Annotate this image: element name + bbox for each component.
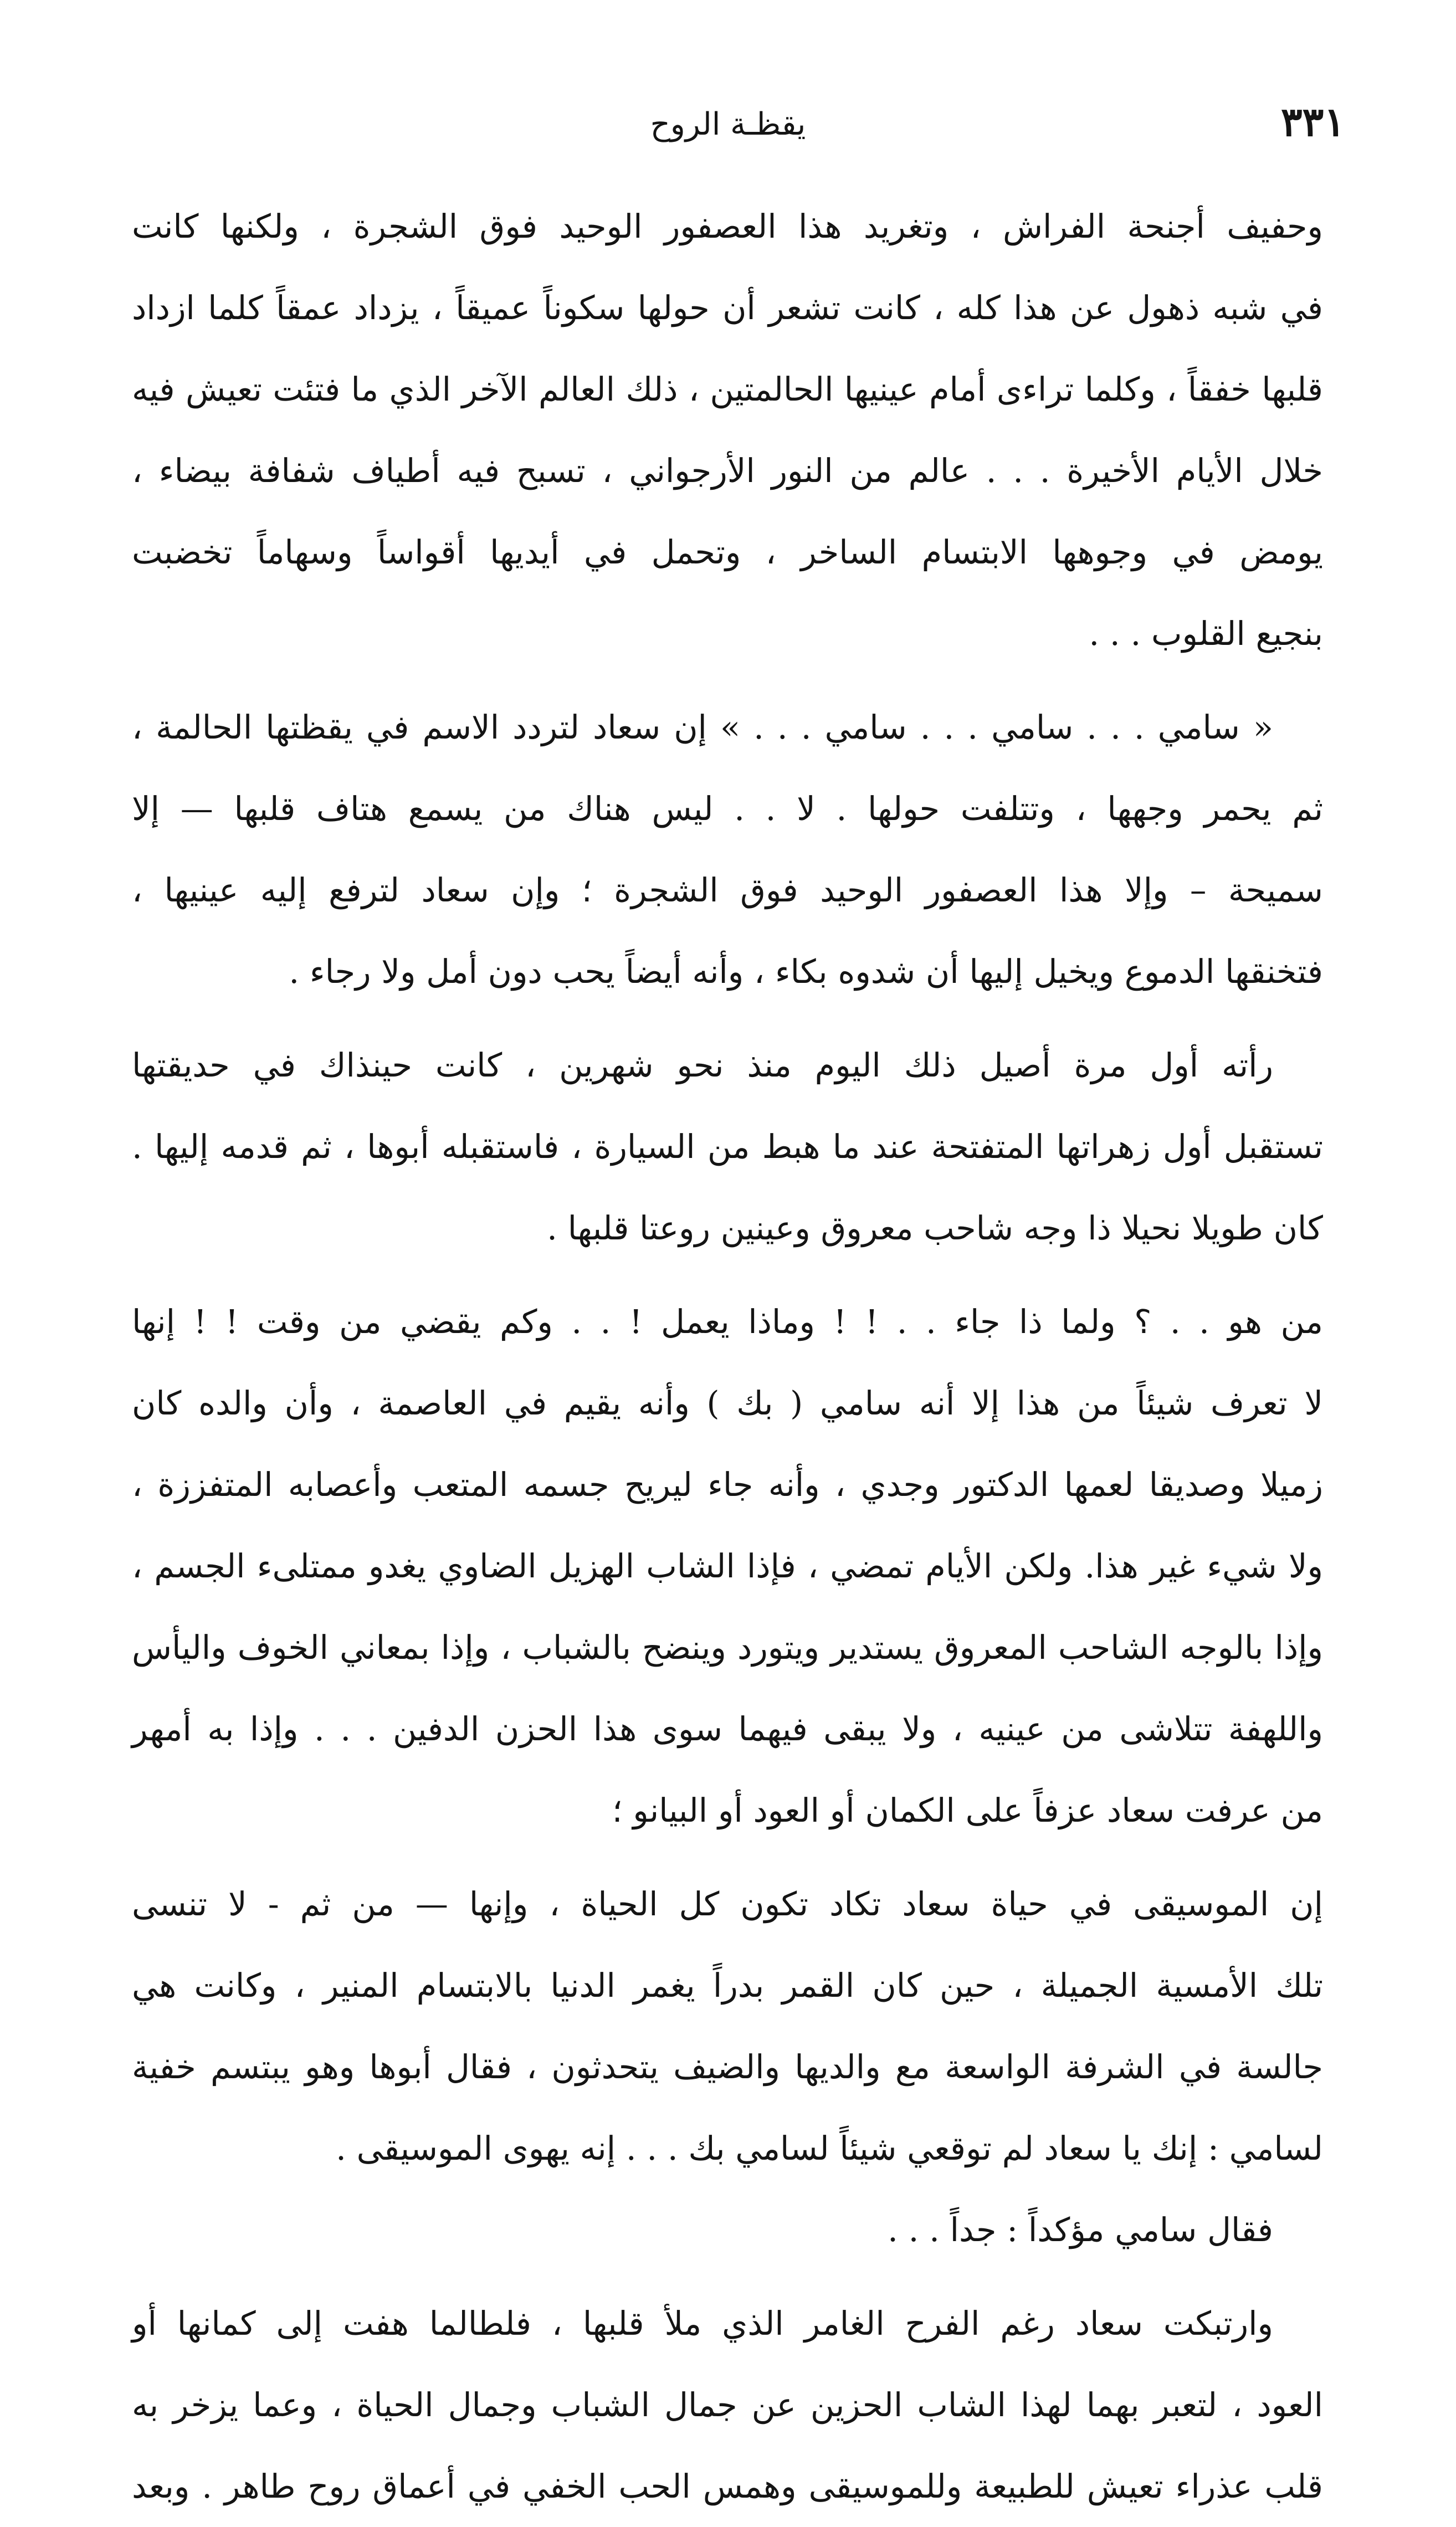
text-line: وحفيف أجنحة الفراش ، وتغريد هذا العصفور الوحيد فوق الشجرة ، ولكنها كانت [132, 207, 1323, 245]
text-line: واللهفة تتلاشى من عينيه ، ولا يبقى فيهما سوى هذا الحزن الدفين . . . وإذا به أمهر [132, 1710, 1323, 1748]
body-text [132, 186, 1323, 2505]
text-line: ثم يحمر وجهها ، وتتلفت حولها . لا . . ليس هناك من يسمع هتاف قلبها — إلا [132, 790, 1323, 828]
text-line: فقال سامي مؤكداً : جداً . . . [888, 2211, 1273, 2249]
paragraph-2 [132, 686, 1323, 1012]
text-line: زميلا وصديقا لعمها الدكتور وجدي ، وأنه جاء ليريح جسمه المتعب وأعصابه المتفززة ، [132, 1465, 1323, 1504]
text-line: في شبه ذهول عن هذا كله ، كانت تشعر أن حولها سكوناً عميقاً ، يزداد عمقاً كلما ازداد [132, 289, 1323, 327]
paragraph-1 [132, 186, 1323, 674]
paragraph-4 [132, 1281, 1323, 1851]
text-line: لسامي : إنك يا سعاد لم توقعي شيئاً لسامي بك . . . إنه يهوى الموسيقى . [336, 2129, 1323, 2167]
paragraph-3 [132, 1024, 1323, 1269]
text-line: خلال الأيام الأخيرة . . . عالم من النور الأرجواني ، تسبح فيه أطياف شفافة بيضاء ، [132, 452, 1323, 490]
text-line: العود ، لتعبر بهما لهذا الشاب الحزين عن جمال الشباب وجمال الحياة ، وعما يزخر به [132, 2386, 1323, 2424]
text-line: لا تعرف شيئاً من هذا إلا أنه سامي ( بك ) وأنه يقيم في العاصمة ، وأن والده كان [132, 1384, 1323, 1422]
text-line: يومض في وجوهها الابتسام الساخر ، وتحمل في أيديها أقواساً وسهاماً تخضبت [132, 533, 1323, 571]
running-title: يقظـة الروح [650, 106, 806, 142]
running-header [111, 97, 1345, 158]
text-line: ولا شيء غير هذا. ولكن الأيام تمضي ، فإذا الشاب الهزيل الضاوي يغدو ممتلىء الجسم ، [132, 1547, 1323, 1585]
text-line: من هو . . ؟ ولما ذا جاء . . ! ! وماذا يعمل ! . . وكم يقضي من وقت ! ! إنها [132, 1303, 1323, 1341]
text-line: جالسة في الشرفة الواسعة مع والديها والضيف يتحدثون ، فقال أبوها وهو يبتسم خفية [132, 2048, 1323, 2086]
text-line: فتخنقها الدموع ويخيل إليها أن شدوه بكاء ، وأنه أيضاً يحب دون أمل ولا رجاء . [289, 952, 1323, 991]
text-line: تلك الأمسية الجميلة ، حين كان القمر بدراً يغمر الدنيا بالابتسام المنير ، وكانت هي [132, 1966, 1323, 2005]
text-line: بنجيع القلوب . . . [1089, 614, 1323, 653]
text-line: وارتبكت سعاد رغم الفرح الغامر الذي ملأ قلبها ، فلطالما هفت إلى كمانها أو [132, 2304, 1273, 2343]
text-line: إن الموسيقى في حياة سعاد تكاد تكون كل الحياة ، وإنها — من ثم - لا تنسى [132, 1885, 1323, 1923]
text-line: رأته أول مرة أصيل ذلك اليوم منذ نحو شهرين ، كانت حينذاك في حديقتها [132, 1046, 1273, 1084]
text-line: كان طويلا نحيلا ذا وجه شاحب معروق وعينين روعتا قلبها . [547, 1209, 1323, 1247]
text-line: وإذا بالوجه الشاحب المعروق يستدير ويتورد وينضح بالشباب ، وإذا بمعاني الخوف واليأس [132, 1628, 1323, 1667]
paragraph-6 [132, 2283, 1323, 2527]
text-line: تستقبل أول زهراتها المتفتحة عند ما هبط من السيارة ، فاستقبله أبوها ، ثم قدمه إليها . [132, 1127, 1323, 1166]
page-number: ٣٣١ [1280, 98, 1345, 145]
text-line: من عرفت سعاد عزفاً على الكمان أو العود أو البيانو ؛ [612, 1791, 1323, 1829]
text-line: قلب عذراء تعيش للطبيعة وللموسيقى وهمس الحب الخفي في أعماق روح طاهر . وبعد [132, 2467, 1323, 2505]
text-line: « سامي . . . سامي . . . سامي . . . » إن سعاد لتردد الاسم في يقظتها الحالمة ، [132, 708, 1273, 746]
text-line: قلبها خفقاً ، وكلما تراءى أمام عينيها الحالمتين ، ذلك العالم الآخر الذي ما فتئت تعيش فيه [132, 370, 1323, 408]
paragraph-5 [132, 1863, 1323, 2270]
text-line: سميحة – وإلا هذا العصفور الوحيد فوق الشجرة ؛ وإن سعاد لترفع إليه عينيها ، [132, 871, 1323, 909]
